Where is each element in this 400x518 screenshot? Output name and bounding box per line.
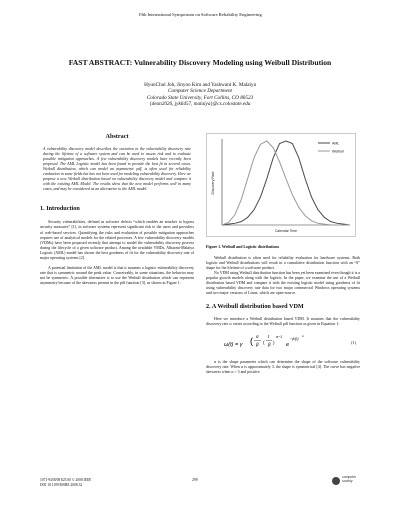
x-axis-label: Calendar Time xyxy=(274,229,298,233)
svg-text:α: α xyxy=(302,333,304,338)
svg-text:α: α xyxy=(256,333,259,339)
introduction-body xyxy=(40,219,194,285)
section-2-continued xyxy=(206,359,360,374)
paper-title: FAST ABSTRACT: Vulnerability Discovery Modeling using Weibull Distribution xyxy=(68,58,332,67)
weibull-equation xyxy=(216,331,336,357)
author-block xyxy=(20,82,380,108)
abstract-heading: Abstract xyxy=(105,133,129,140)
figure-caption: Figure 1. Weibull and Logistic distributions xyxy=(206,244,280,249)
intro-paragraph-2: A potential limitation of the AML model is that it assumes a logistic vulnerability discovery rate that is symmetric around the peak value. Conceivably, in some situations, the behavior may not be symmetric. A possible alternative is to use the Weibull distribution which can represent asymmetry because of the skewness present in the pdf function [3], as shown in Figure 1. xyxy=(40,264,194,285)
equation-1 xyxy=(206,331,360,357)
authors: HyunChul Joh, Jinyoo Kim and Yashwant K. Malaiya xyxy=(144,82,256,88)
right-body xyxy=(206,255,360,295)
conference-header: 19th International Symposium on Software Reliability Engineering xyxy=(138,12,262,17)
svg-text:e: e xyxy=(286,341,290,348)
right-paragraph-1: Weibull distribution is often used for reliability evaluation for hardware systems. Both logistic and Weibull distributions will result in a cumulative distribution function with an “S” shape for the lifetime of a software product. xyxy=(206,255,360,271)
y-axis-label: Discovery Rate xyxy=(211,171,215,195)
section-2-heading: 2. A Weibull distribution based VDM xyxy=(206,303,304,311)
svg-text:β: β xyxy=(256,341,259,347)
svg-text:t: t xyxy=(268,333,270,339)
svg-text:β: β xyxy=(268,341,271,347)
footer-doi: DOI 10.1109/ISSRE.2008.32 xyxy=(40,482,83,487)
svg-text:(: ( xyxy=(250,335,253,346)
right-paragraph-2: No VDM using Weibull distribution function has been yet been examined even though it is a popular growth models along with the logistic. In the paper, we examine the use of a Weibull distribution based VDM and compare it with the existing logistic model using goodness of fit using vulnerability discovery rate data for two major commercial Windows operating systems and two major versions of Linux, which are open-source. xyxy=(206,270,360,296)
weibull-logistic-chart xyxy=(206,133,356,237)
computer-society-icon xyxy=(332,477,340,485)
introduction-heading: 1. Introduction xyxy=(40,205,80,213)
department: Computer Science Department xyxy=(168,88,232,95)
legend-label-weibull: Weibull xyxy=(332,149,344,154)
university: Colorado State University, Fort Collins, CO 80523 xyxy=(146,94,254,101)
section-2-body xyxy=(206,316,360,326)
equation-number: (1) xyxy=(351,339,356,345)
left-column xyxy=(40,133,194,285)
intro-paragraph-1: Security vulnerabilities, defined as software defects “which enables an attacker to bypass security measures” [1], in software systems represent significant risk to the users and providers of web-based services. Quantifying the risks and evaluation of possible mitigation approaches requires use of analytical models for the related processes. A few vulnerability discovery models (VDMs) have been proposed recently that attempt to model the vulnerability discovery process during the lifecycle of a given software product. Among the available VMDs, Alhazmi-Malaiya Logistic (AML) model has shown the best goodness of fit for the vulnerability discovery rate of major operating systems [2]. xyxy=(40,219,194,260)
logo-text: computer society xyxy=(342,475,357,483)
abstract-text: A vulnerability discovery model describes the variation in the vulnerability discovery rate during the lifetime of a software system and can be used to assess risk and to evaluate possible mitigation approaches. A few vulnerability discovery models have recently been proposed. The AML Logistic model has been found to provide the best fit in several cases. Weibull distribution, which can model an asymmetric pdf, is often used for reliability evaluation in some fields but has not been used for modeling vulnerability discovery. Here we propose a new Weibull distribution based on vulnerability discovery model and compare it with the existing AML Model. The results show that the new model performs well in many cases, and may be considered as an alternative to the AML model. xyxy=(43,146,191,192)
svg-text:−(t/β): −(t/β) xyxy=(290,336,299,341)
legend-label-aml: AML xyxy=(332,141,340,146)
email: {dean2026, jyk6457, malaiya}@cs.colostate.edu xyxy=(149,101,251,108)
sec2-paragraph-2: α is the shape parameter which can determine the shape of the software vulnerability discovery rate. When α is approximately 3, the shape is symmetrical [4]. The curve has negative skewness when α > 3 and positive xyxy=(206,358,360,374)
svg-text:): ) xyxy=(273,339,275,345)
right-column xyxy=(206,133,360,374)
footer-copyright xyxy=(40,478,91,487)
sec2-paragraph-1: Here we introduce a Weibull distribution based VDM. It assumes that the vulnerability discovery rate ω varies according to the Weibull pdf function as given in Equation 1: xyxy=(206,316,360,327)
svg-text:(: ( xyxy=(263,339,265,345)
svg-text:α−1: α−1 xyxy=(276,334,283,339)
footer-issn: 1071-9458/08 $25.00 © 2008 IEEE xyxy=(40,478,92,482)
computer-society-logo xyxy=(332,475,360,487)
page-number: 299 xyxy=(192,478,198,482)
svg-text:ω(t) = γ: ω(t) = γ xyxy=(224,341,243,348)
